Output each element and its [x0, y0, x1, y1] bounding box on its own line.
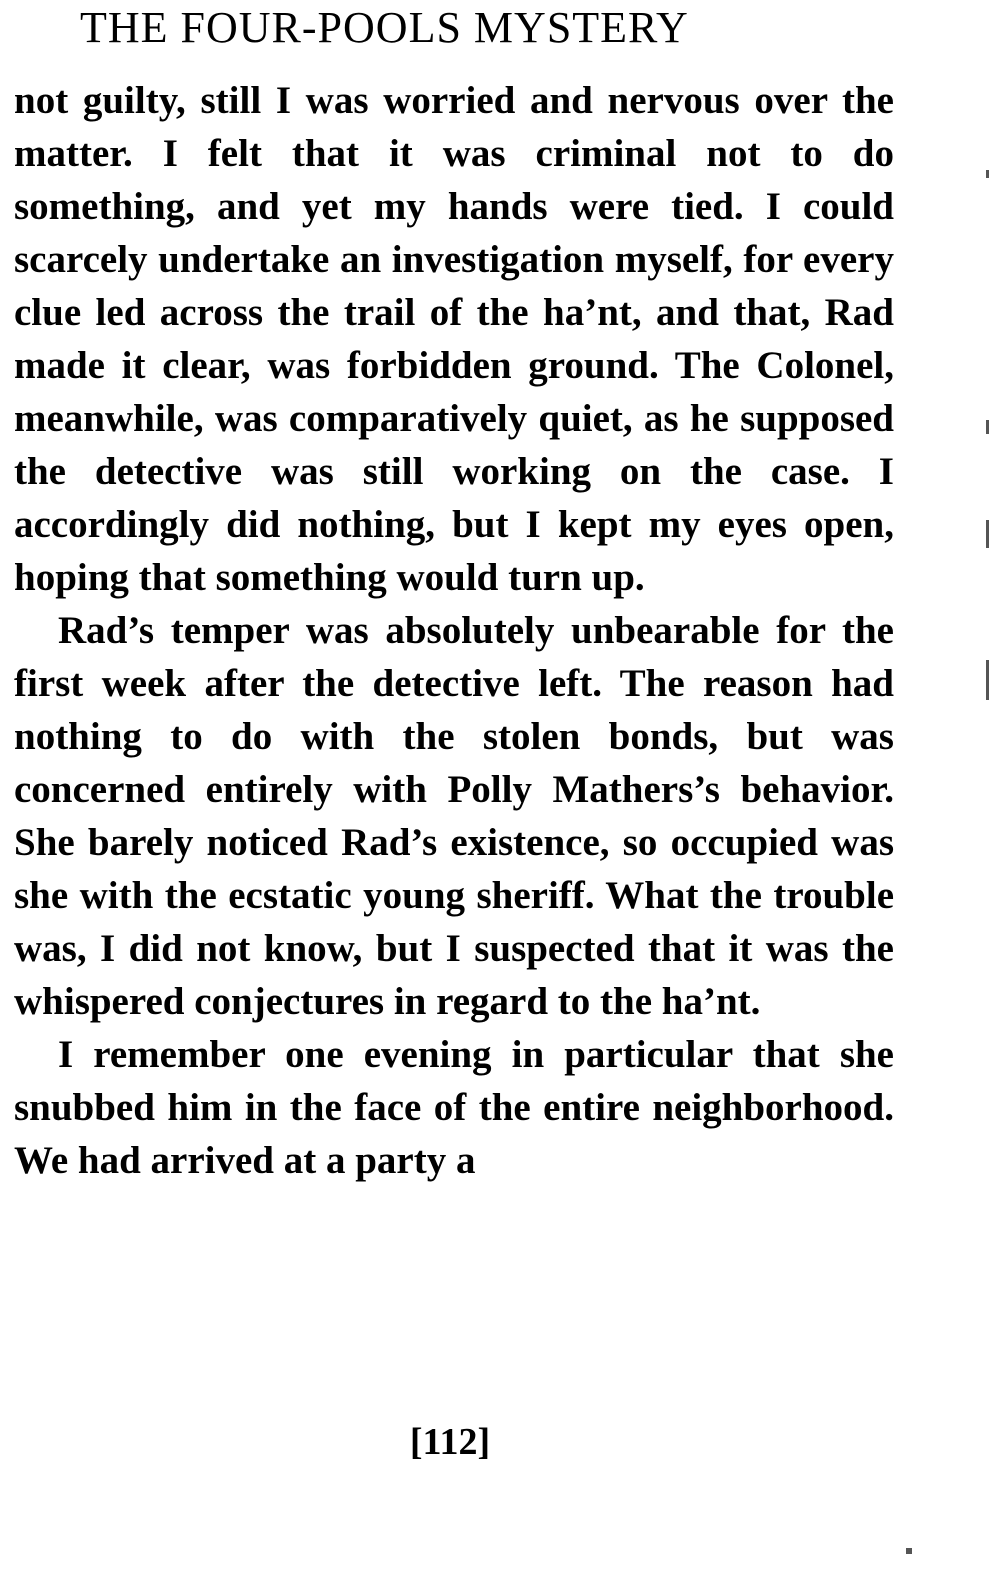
scan-artifact — [906, 1548, 912, 1554]
scan-artifact — [986, 520, 989, 548]
body-text — [14, 74, 894, 1187]
page-number: [112] — [409, 1421, 491, 1463]
scan-artifact — [986, 660, 989, 700]
scan-artifact — [986, 170, 989, 178]
scan-artifact — [986, 420, 989, 434]
paragraph-continued: not guilty, still I was worried and nervous over the matter. I felt that it was criminal not to do something, and yet my hands were tied. I could scarcely undertake an investigation myself, for every clue led across the trail of the ha’nt, and that, Rad made it clear, was forbidden ground. The Colonel, meanwhile, was comparatively quiet, as he supposed the detective was still working on the case. I accordingly did nothing, but I kept my eyes open, hoping that something would turn up. — [14, 79, 894, 599]
paragraph: Rad’s temper was absolutely unbearable for the first week after the detective left. The reason had nothing to do with the stolen bonds, but was concerned entirely with Polly Mathers’s behavior. She barely noticed Rad’s existence, so occupied was she with the ecstatic young sheriff. What the trouble was, I did not know, but I suspected that it was the whispered conjectures in regard to the ha’nt. — [14, 609, 894, 1023]
paragraph: I remember one evening in particular that she snubbed him in the face of the entire neighborhood. We had arrived at a party a — [14, 1033, 894, 1182]
running-head: THE FOUR-POOLS MYSTERY — [80, 3, 689, 52]
